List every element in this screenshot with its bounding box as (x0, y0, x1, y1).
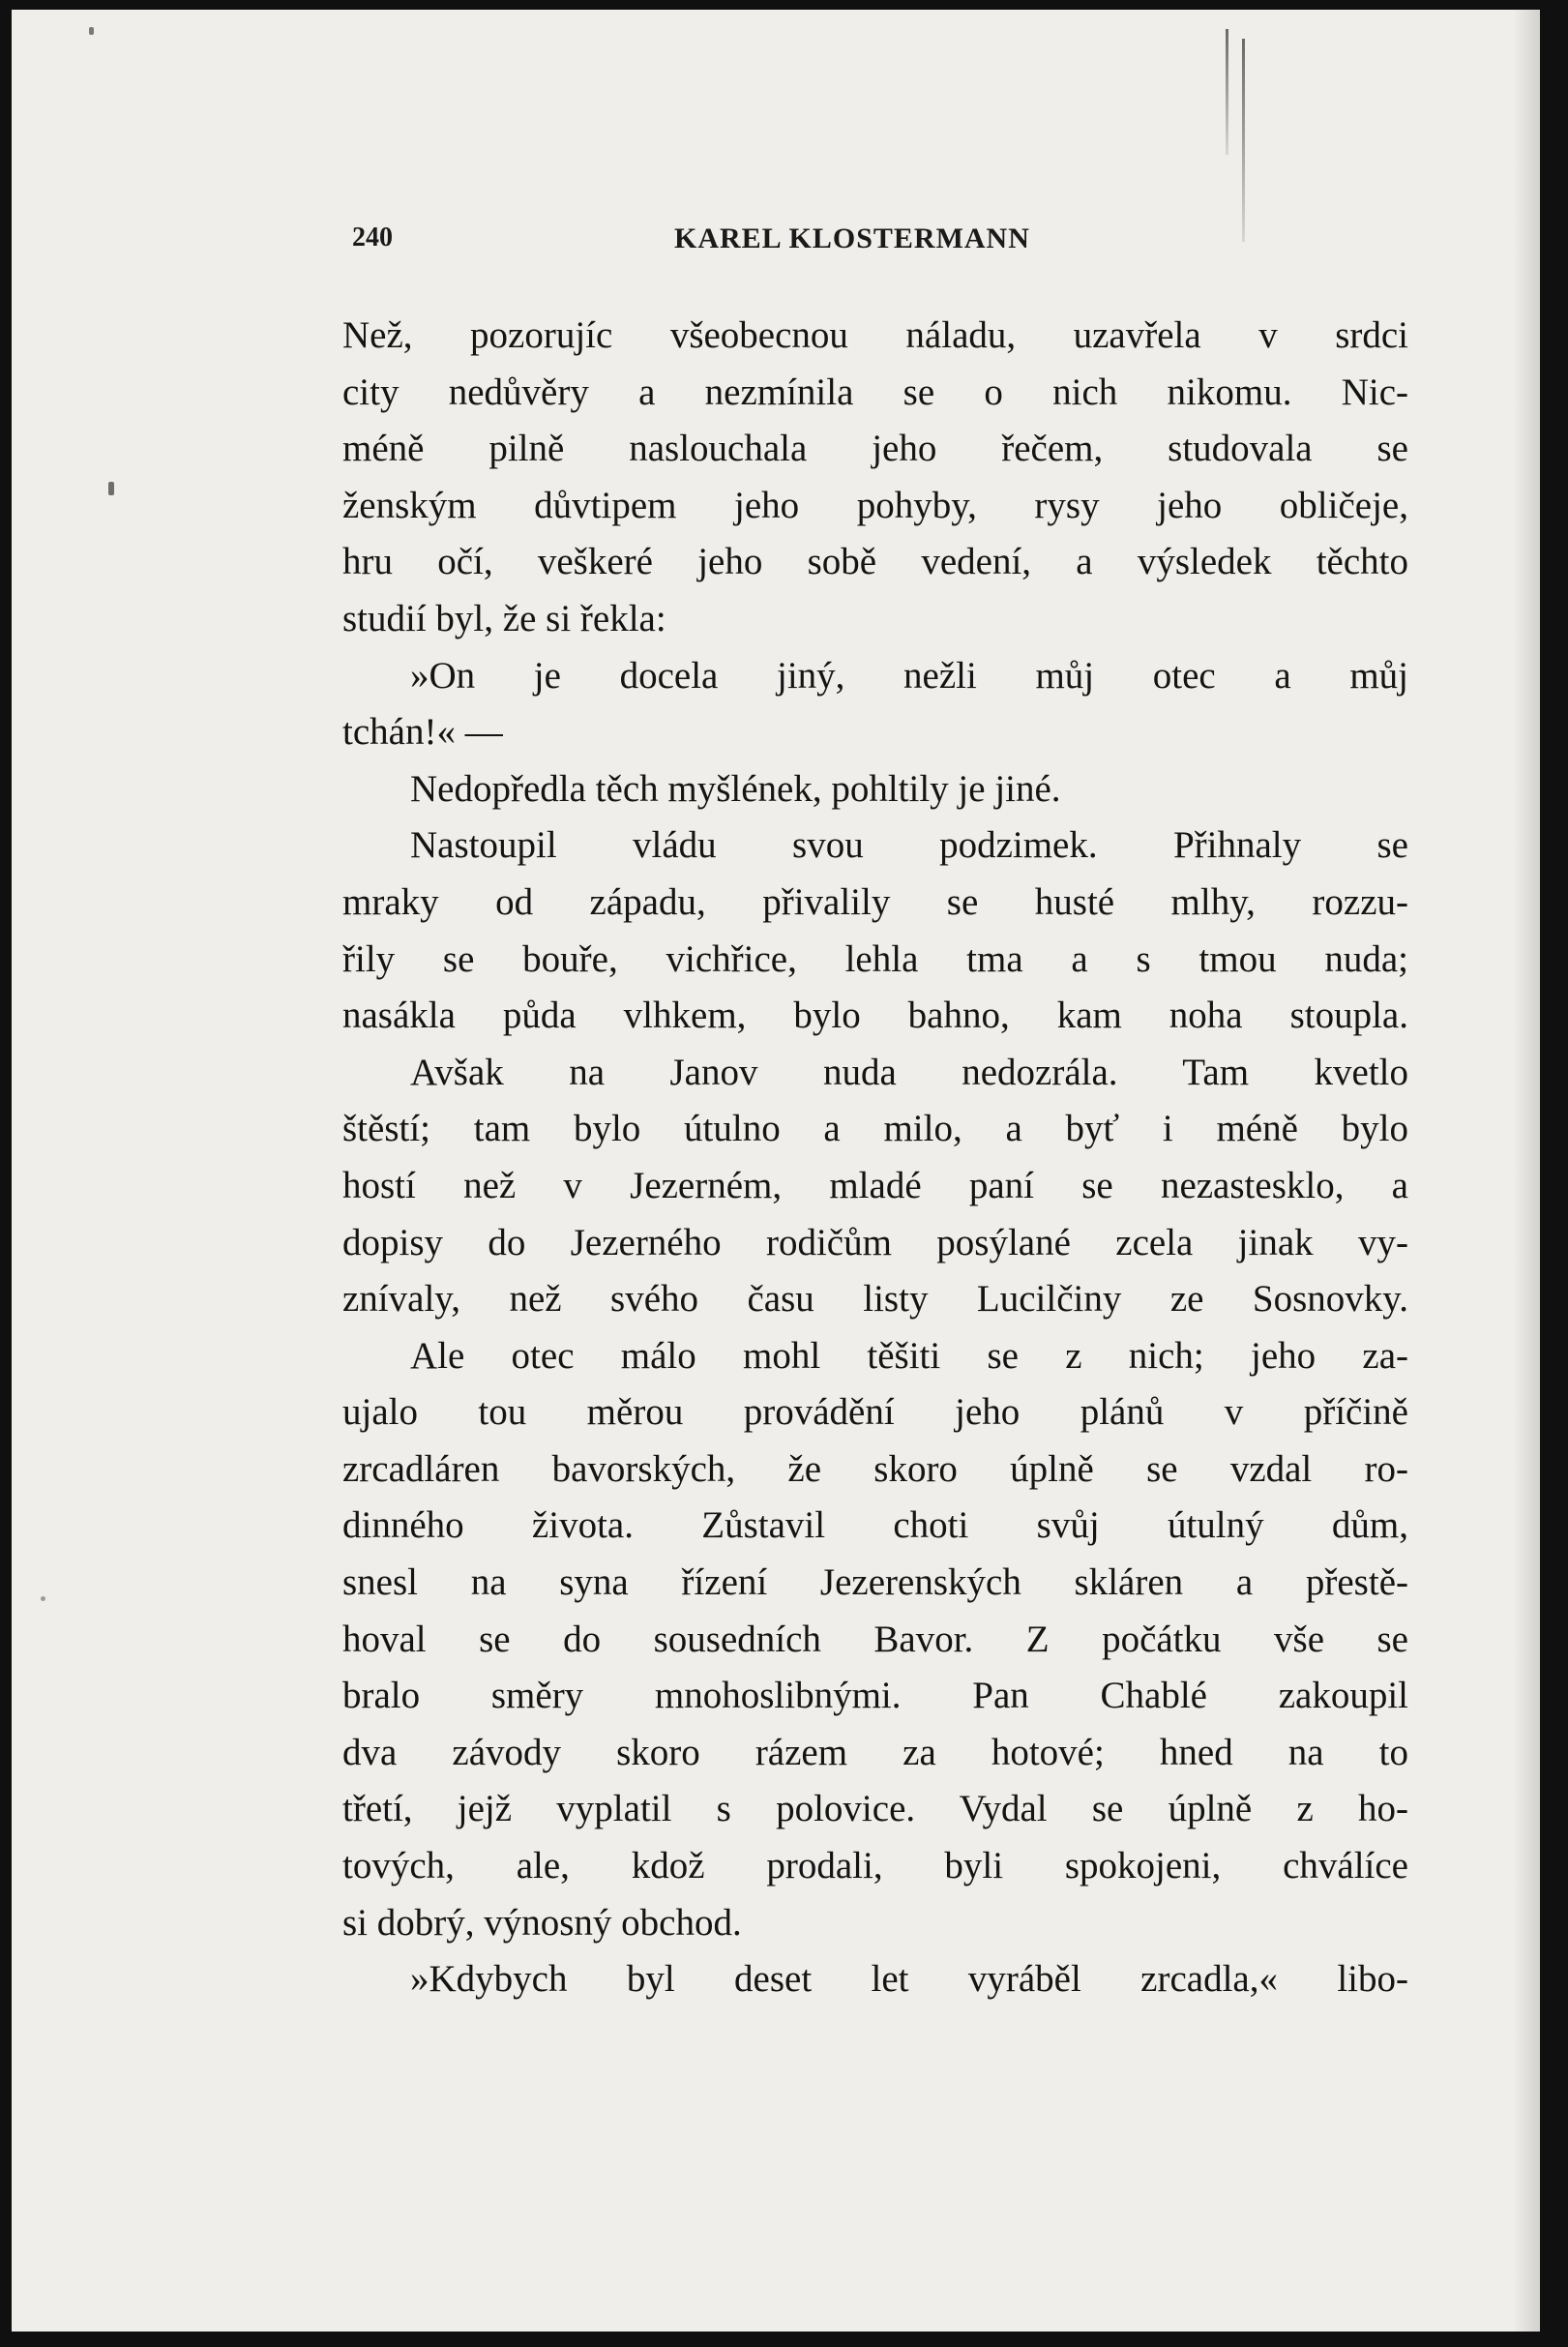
text-line: nasákla půda vlhkem, bylo bahno, kam noha stoupla. (342, 995, 1408, 1037)
body-text (342, 308, 1408, 2008)
text-line: city nedůvěry a nezmínila se o nich nikomu. Nic- (342, 371, 1408, 413)
text-line: Nedopředla těch myšlének, pohltily je jiné. (410, 767, 1061, 810)
scan-crease-mark (1242, 39, 1245, 242)
text-line: dopisy do Jezerného rodičům posýlané zcela jinak vy- (342, 1221, 1408, 1263)
text-line: hru očí, veškeré jeho sobě vedení, a výsledek těchto (342, 541, 1408, 583)
page-edge-shadow (1513, 10, 1540, 2332)
text-line: Nastoupil vládu svou podzimek. Přihnaly se (410, 824, 1408, 867)
scan-speck (89, 27, 94, 35)
text-line: tchán!« — (342, 711, 503, 754)
scan-speck (108, 482, 114, 495)
text-line: Než, pozorujíc všeobecnou náladu, uzavřela v srdci (342, 314, 1408, 356)
text-line: hostí než v Jezerném, mladé paní se nezastesklo, a (342, 1164, 1408, 1206)
text-line: hoval se do sousedních Bavor. Z počátku vše se (342, 1618, 1408, 1660)
running-title: KAREL KLOSTERMANN (674, 223, 1030, 254)
text-line: »On je docela jiný, nežli můj otec a můj (410, 654, 1408, 697)
text-line: »Kdybych byl deset let vyráběl zrcadla,« libo- (410, 1958, 1408, 2001)
text-line: znívaly, než svého času listy Lucilčiny ze Sosnovky. (342, 1278, 1408, 1321)
text-line: zrcadláren bavorských, že skoro úplně se vzdal ro- (342, 1447, 1408, 1490)
text-line: štěstí; tam bylo útulno a milo, a byť i méně bylo (342, 1108, 1408, 1150)
text-line: studií byl, že si řekla: (342, 597, 666, 639)
text-line: ujalo tou měrou provádění jeho plánů v příčině (342, 1391, 1408, 1434)
text-line: Avšak na Janov nuda nedozrála. Tam kvetlo (410, 1051, 1408, 1093)
book-page (12, 10, 1540, 2332)
scan-crease-mark (1226, 29, 1228, 155)
text-line: si dobrý, výnosný obchod. (342, 1901, 742, 1944)
text-line: méně pilně naslouchala jeho řečem, studovala se (342, 428, 1408, 470)
text-line: dinného života. Zůstavil choti svůj útulný dům, (342, 1504, 1408, 1547)
page-number: 240 (352, 223, 393, 253)
text-line: dva závody skoro rázem za hotové; hned na to (342, 1731, 1408, 1773)
text-line: tových, ale, kdož prodali, byli spokojeni, chválíce (342, 1845, 1408, 1887)
text-line: ženským důvtipem jeho pohyby, rysy jeho obličeje, (342, 484, 1408, 526)
text-line: Ale otec málo mohl těšiti se z nich; jeho za- (410, 1334, 1408, 1377)
text-line: třetí, jejž vyplatil s polovice. Vydal se úplně z ho- (342, 1788, 1408, 1830)
text-line: snesl na syna řízení Jezerenských skláren a přestě- (342, 1561, 1408, 1604)
page-header (340, 223, 1424, 261)
scan-speck (41, 1596, 45, 1601)
text-line: mraky od západu, přivalily se husté mlhy, rozzu- (342, 880, 1408, 923)
text-line: bralo směry mnohoslibnými. Pan Chablé zakoupil (342, 1675, 1408, 1717)
text-line: řily se bouře, vichřice, lehla tma a s tmou nuda; (342, 937, 1408, 980)
